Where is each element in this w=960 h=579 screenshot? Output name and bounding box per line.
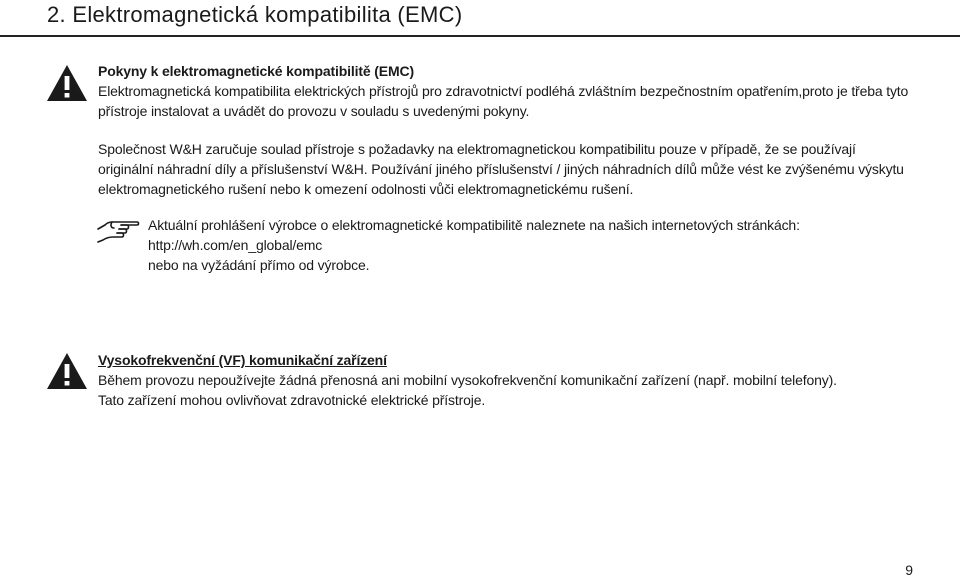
- emc-section: [98, 61, 928, 199]
- emc-link[interactable]: http://wh.com/en_global/emc: [148, 237, 323, 253]
- pointing-hand-icon: [97, 216, 141, 251]
- emc-note: [148, 215, 928, 275]
- title-rule: [0, 35, 960, 37]
- rf-section: [98, 350, 938, 410]
- rf-line-2: Tato zařízení mohou ovlivňovat zdravotnické elektrické přístroje.: [98, 392, 486, 408]
- emc-paragraph-2: Společnost W&H zaručuje soulad přístroje s požadavky na elektromagnetickou kompatibilitu pouze v případě, že se používají originální náhradní díly a příslušenství W&H. Používání jiného příslušenství / jiných náhradních dílů může vést ke zvýšenému výskytu elektromagnetického rušení nebo k omezení odolnosti vůči elektromagnetickému rušení.: [98, 141, 904, 197]
- emc-heading: Pokyny k elektromagnetické kompatibilitě (EMC): [98, 63, 414, 79]
- note-line-1: Aktuální prohlášení výrobce o elektromagnetické kompatibilitě naleznete na našich internetových stránkách:: [148, 217, 800, 233]
- page-title: 2. Elektromagnetická kompatibilita (EMC): [47, 2, 463, 27]
- page-number: 9: [905, 562, 913, 578]
- note-line-3: nebo na vyžádání přímo od výrobce.: [148, 257, 370, 273]
- warning-triangle-icon: [46, 64, 88, 102]
- warning-triangle-icon: [46, 352, 88, 390]
- emc-paragraph-1: Elektromagnetická kompatibilita elektrických přístrojů pro zdravotnictví podléhá zvláštním bezpečnostním opatřením,proto je třeba tyto přístroje instalovat a uvádět do provozu v souladu s uvedenými pokyny.: [98, 83, 909, 119]
- rf-heading: Vysokofrekvenční (VF) komunikační zařízení: [98, 352, 387, 368]
- rf-line-1: Během provozu nepoužívejte žádná přenosná ani mobilní vysokofrekvenční komunikační zařízení (např. mobilní telefony).: [98, 372, 837, 388]
